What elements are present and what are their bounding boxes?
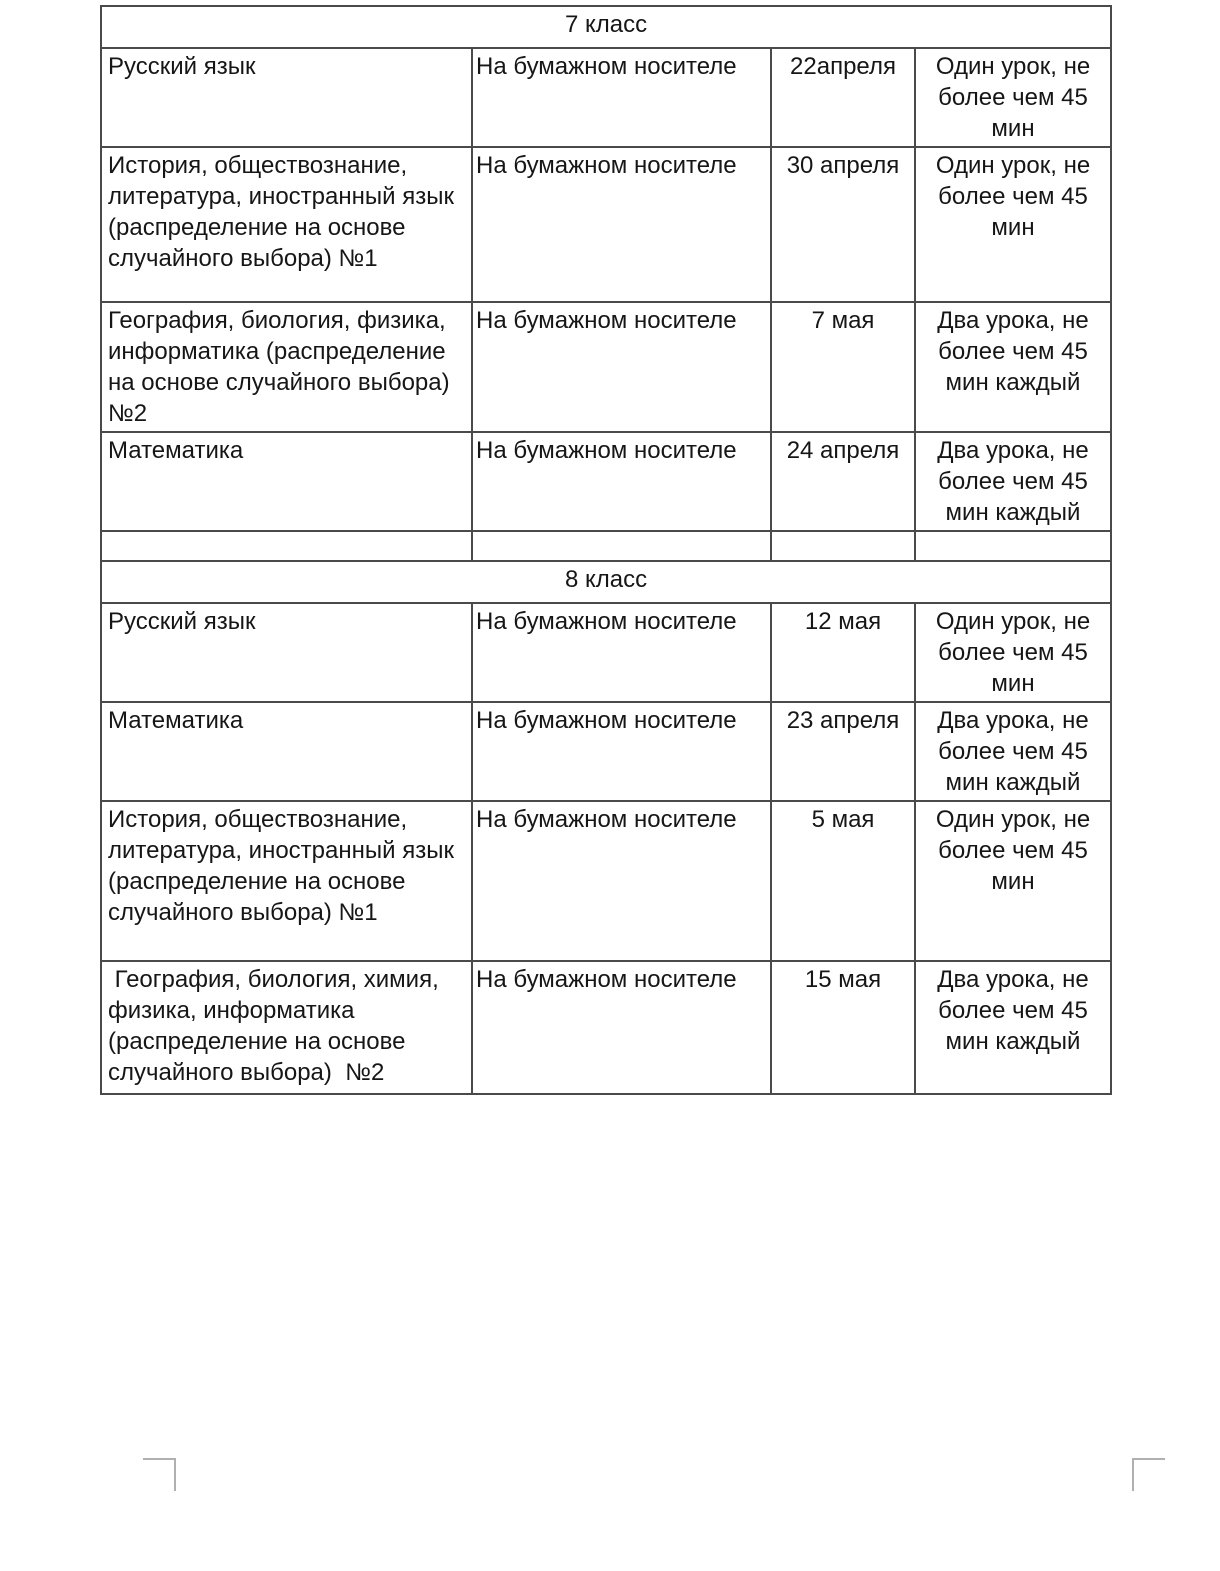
subject-cell: Математика: [101, 702, 472, 801]
date-cell: 30 апреля: [771, 147, 915, 302]
empty-cell: [472, 531, 771, 561]
format-cell: На бумажном носителе: [472, 961, 771, 1094]
section-title-7: 7 класс: [101, 6, 1111, 48]
page-margin-corner-bottom-left-icon: [143, 1458, 176, 1491]
date-cell: 5 мая: [771, 801, 915, 961]
subject-cell: География, биология, физика, информатика (распределение на основе случайного выбора) №2: [101, 302, 472, 432]
subject-cell: География, биология, химия, физика, информатика (распределение на основе случайного выбора) №2: [101, 961, 472, 1094]
table-row: [101, 702, 1111, 801]
table-row: [101, 302, 1111, 432]
date-cell: 15 мая: [771, 961, 915, 1094]
table-row: [101, 432, 1111, 531]
empty-cell: [101, 531, 472, 561]
format-cell: На бумажном носителе: [472, 432, 771, 531]
format-cell: На бумажном носителе: [472, 603, 771, 702]
table-row: [101, 603, 1111, 702]
duration-cell: Один урок, не более чем 45 мин: [915, 147, 1111, 302]
table-row: [101, 801, 1111, 961]
date-cell: 24 апреля: [771, 432, 915, 531]
duration-cell: Два урока, не более чем 45 мин каждый: [915, 432, 1111, 531]
section-header-row-7: [101, 6, 1111, 48]
duration-cell: Два урока, не более чем 45 мин каждый: [915, 302, 1111, 432]
subject-cell: Русский язык: [101, 48, 472, 147]
empty-cell: [915, 531, 1111, 561]
table-row: [101, 48, 1111, 147]
empty-cell: [771, 531, 915, 561]
duration-cell: Два урока, не более чем 45 мин каждый: [915, 961, 1111, 1094]
duration-cell: Два урока, не более чем 45 мин каждый: [915, 702, 1111, 801]
date-cell: 23 апреля: [771, 702, 915, 801]
exam-schedule-table: [100, 5, 1110, 1095]
section-header-row-8: [101, 561, 1111, 603]
format-cell: На бумажном носителе: [472, 801, 771, 961]
duration-cell: Один урок, не более чем 45 мин: [915, 48, 1111, 147]
subject-cell: История, обществознание, литература, иностранный язык (распределение на основе случайного выбора) №1: [101, 147, 472, 302]
date-cell: 7 мая: [771, 302, 915, 432]
empty-row: [101, 531, 1111, 561]
date-cell: 12 мая: [771, 603, 915, 702]
date-cell: 22апреля: [771, 48, 915, 147]
table-row: [101, 961, 1111, 1094]
subject-cell: История, обществознание, литература, иностранный язык (распределение на основе случайного выбора) №1: [101, 801, 472, 961]
section-title-8: 8 класс: [101, 561, 1111, 603]
subject-cell: Математика: [101, 432, 472, 531]
subject-cell: Русский язык: [101, 603, 472, 702]
page-margin-corner-bottom-right-icon: [1132, 1458, 1165, 1491]
duration-cell: Один урок, не более чем 45 мин: [915, 603, 1111, 702]
table-row: [101, 147, 1111, 302]
format-cell: На бумажном носителе: [472, 702, 771, 801]
format-cell: На бумажном носителе: [472, 302, 771, 432]
format-cell: На бумажном носителе: [472, 147, 771, 302]
duration-cell: Один урок, не более чем 45 мин: [915, 801, 1111, 961]
format-cell: На бумажном носителе: [472, 48, 771, 147]
